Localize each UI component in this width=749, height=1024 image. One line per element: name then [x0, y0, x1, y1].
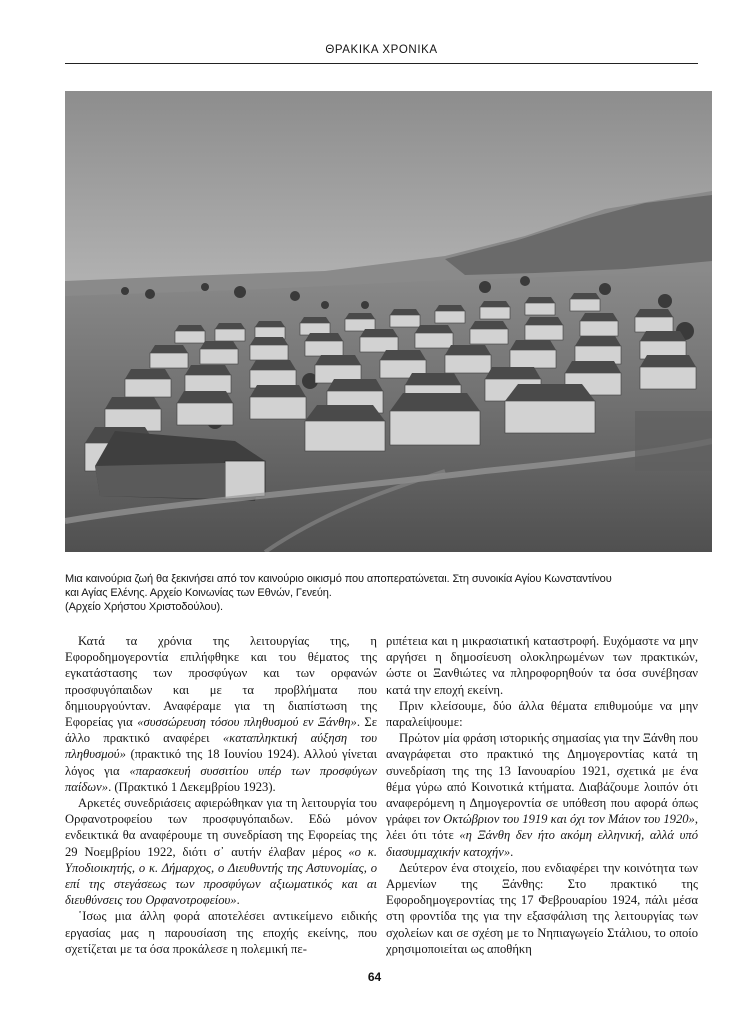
italic-quote: «η Ξάνθη δεν ήτο ακόμη ελληνική, αλλά υπό διασυμμαχικήν κατοχήν» — [386, 828, 698, 859]
text-run: Δεύτερον ένα στοιχείο, που ενδιαφέρει την κοινότητα των Αρμενίων της Ξάνθης: Στο πρακτικό της Εφοροδημογεροντίας της 17 Φεβρουαρίου 1924, πάλι μέσα στη φροντίδα της για την εξασφάλιση της λειτουργίας των σχολείων και σε σχέση με το Νηπιαγωγείο Στάλιου, το οποίο χρησιμοποιείται ως αποθήκη — [386, 860, 698, 956]
text-run: Αρκετές συνεδριάσεις αφιερώθηκαν για τη λειτουργία του Ορφανοτροφείου των προσφυγόπαιδων. Εδώ μόνον ενδεικτικά θα αναφέρουμε τη συνεδρίαση της Εφορείας της 29 Νοεμβρίου 1922, διότι σ᾽ αυτήν έλαβαν μέρος — [65, 796, 377, 859]
paragraph — [65, 633, 377, 795]
caption-line: και Αγίας Ελένης. Αρχείο Κοινωνίας των Εθνών, Γενεύη. — [65, 587, 332, 599]
right-text-column — [386, 633, 698, 957]
header-rule — [65, 63, 698, 64]
italic-quote: τον Οκτώβριον του 1919 και όχι τον Μάιον του 1920» — [423, 812, 695, 827]
text-run: ῾Ισως μια άλλη φορά αποτελέσει αντικείμενο ειδικής εργασίας μας η παρουσίαση της εποχής εκείνης, που σχετίζεται με τα όσα προκάλεσε η πολεμική πε- — [65, 909, 377, 956]
paragraph — [386, 698, 698, 730]
text-run: . (Πρακτικό 1 Δεκεμβρίου 1923). — [108, 779, 276, 794]
text-run: . — [510, 844, 514, 859]
archival-photograph — [65, 91, 712, 552]
text-run: . Σε άλλο πρακτικό αναφέρει — [65, 715, 377, 746]
page-number: 64 — [367, 970, 382, 984]
caption-line: Μια καινούρια ζωή θα ξεκινήσει από τον καινούριο οικισμό που αποπερατώνεται. Στη συνοικία Αγίου Κωνσταντίνου — [65, 573, 612, 585]
paragraph — [65, 908, 377, 957]
italic-quote: «καταπληκτική αύξηση του πληθυσμού» — [65, 731, 378, 762]
text-run: Πριν κλείσουμε, δύο άλλα θέματα επιθυμούμε να μην παραλείψουμε: — [386, 698, 698, 730]
paragraph — [386, 730, 698, 860]
text-run: , λέει ότι τότε — [386, 812, 698, 843]
italic-quote: «παρασκευή συσσιτίου υπέρ των προσφύγων παίδων» — [65, 763, 377, 794]
italic-quote: «ο κ. Υποδιοικητής, ο κ. Δήμαρχος, ο Διευθυντής της Αστυνομίας, ο επί της στεγάσεως των προσφύγων αξιωματικός και αι διευθύνσεις του Ορφανοτροφείου» — [65, 844, 377, 908]
caption-line: (Αρχείο Χρήστου Χριστοδούλου). — [65, 601, 224, 613]
text-run: Πρώτον μία φράση ιστορικής σημασίας για την Ξάνθη που αναγράφεται στο πρακτικό της Δημογεροντίας κατά τη συνεδρίαση της της 13 Ιανουαρίου 1921, σχετικά με ένα θέμα γύρω από Κοινοτικά κτήματα. Διαβάζουμε λοιπόν ότι αναφερόμενη η Δημογεροντία σε υπόθεση που αφορά όπως γράφει — [386, 731, 698, 827]
text-run: . — [236, 893, 240, 908]
left-text-column — [65, 633, 377, 957]
italic-quote: «συσσώρευση τόσου πληθυσμού εν Ξάνθη» — [137, 715, 357, 730]
paragraph — [386, 633, 698, 698]
text-run: Κατά τα χρόνια της λειτουργίας της, η Εφοροδημογεροντία επιλήφθηκε και του θέματος της εγκατάστασης των προσφύγων και των ορφανών προσφυγόπαιδων και με τα προβλήματα που δημιουργούνταν. Αναφέραμε για τη διαπίστωση της Εφορείας για — [65, 634, 377, 730]
text-run: ριπέτεια και η μικρασιατική καταστροφή. Ευχόμαστε να μην αργήσει η δημοσίευση ολοκληρωμένων των πρακτικών, ώστε οι Ξανθιώτες να πληροφορηθούν τα όσα συνέβησαν κατά την εποχή εκείνη. — [386, 634, 698, 697]
paragraph — [65, 795, 377, 908]
paragraph — [386, 860, 698, 957]
running-header: ΘΡΑΚΙΚΑ ΧΡΟΝΙΚΑ — [325, 44, 438, 56]
photo-caption — [65, 572, 725, 614]
text-run: (πρακτικό της 18 Ιουνίου 1924). Αλλού γίνεται λόγος για — [65, 747, 377, 778]
